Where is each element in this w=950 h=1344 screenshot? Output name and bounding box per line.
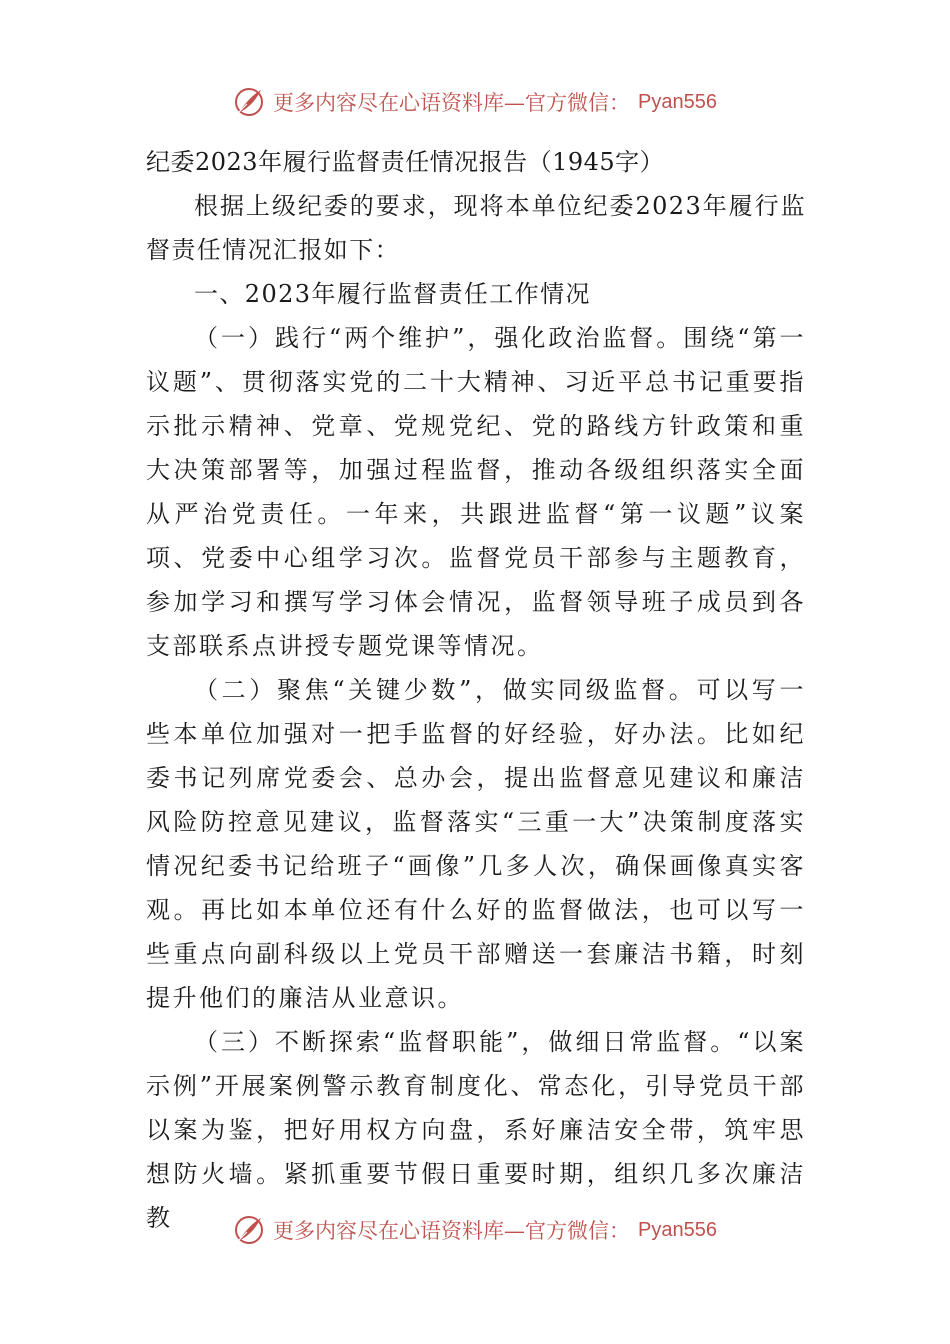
paragraph-political-supervision: （一）践行“两个维护”，强化政治监督。围绕“第一议题”、贯彻落实党的二十大精神、习近平总书记重要指示批示精神、党章、党规党纪、党的路线方针政策和重大决策部署等，加强过程监督，推动各级组织落实全面从严治党责任。一年来，共跟进监督“第一议题”议案项、党委中心组学习次。监督党员干部参与主题教育，参加学习和撰写学习体会情况，监督领导班子成员到各支部联系点讲授专题党课等情况。 [146, 324, 806, 660]
watermark-text: 更多内容尽在心语资料库—官方微信： [273, 91, 631, 115]
quill-pen-logo-icon [233, 1214, 265, 1246]
intro-paragraph: 根据上级纪委的要求，现将本单位纪委2023年履行监督责任情况汇报如下： [146, 192, 806, 264]
watermark-header [0, 82, 950, 122]
paragraph-peer-supervision: （二）聚焦“关键少数”，做实同级监督。可以写一些本单位加强对一把手监督的好经验，好办法。比如纪委书记列席党委会、总办会，提出监督意见建议和廉洁风险防控意见建议，监督落实“三重一大”决策制度落实情况纪委书记给班子“画像”几多人次，确保画像真实客观。再比如本单位还有什么好的监督做法，也可以写一些重点向副科级以上党员干部赠送一套廉洁书籍，时刻提升他们的廉洁从业意识。 [146, 676, 806, 1012]
quill-pen-logo-icon [233, 86, 265, 118]
watermark-text: 更多内容尽在心语资料库—官方微信： [273, 1219, 631, 1243]
document-title: 纪委2023年履行监督责任情况报告（1945字） [146, 148, 665, 176]
watermark-wechat-id: Pyan556 [638, 90, 717, 113]
section-heading: 一、2023年履行监督责任工作情况 [194, 280, 591, 308]
paragraph-daily-supervision: （三）不断探索“监督职能”，做细日常监督。“以案示例”开展案例警示教育制度化、常态化，引导党员干部以案为鉴，把好用权方向盘，系好廉洁安全带，筑牢思想防火墙。紧抓重要节假日重要时期，组织几多次廉洁教 [146, 1028, 806, 1232]
document-body [146, 140, 806, 1240]
watermark-wechat-id: Pyan556 [638, 1218, 717, 1241]
watermark-footer [0, 1210, 950, 1250]
